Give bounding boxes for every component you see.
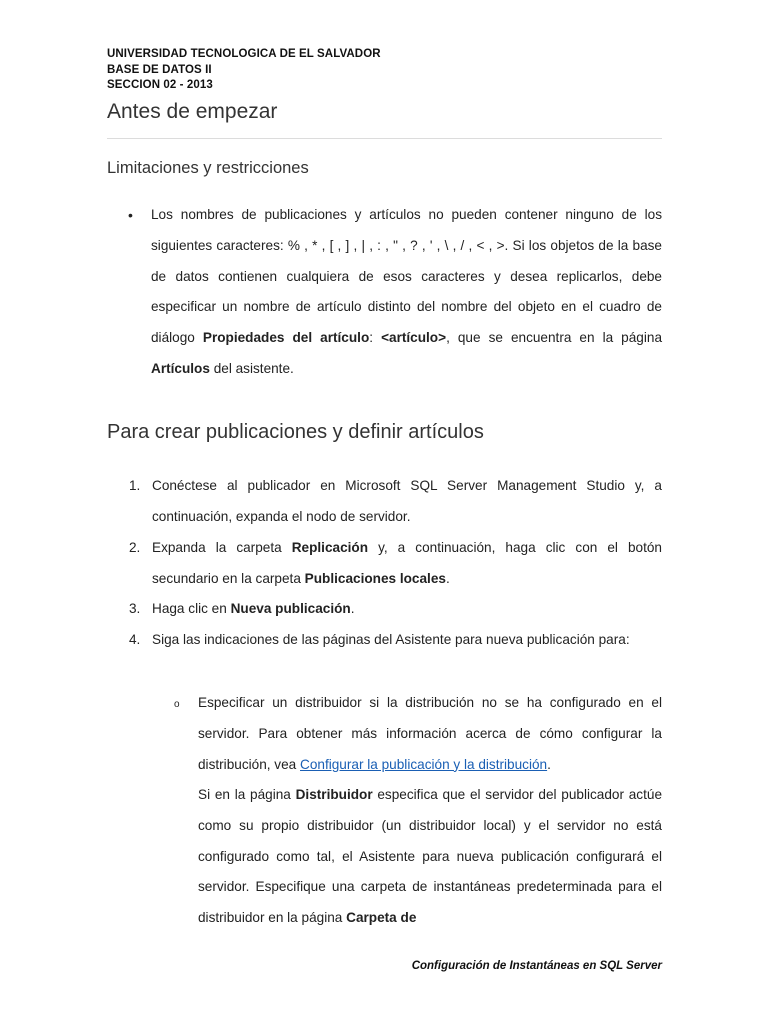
text-run: Si en la página bbox=[198, 787, 296, 802]
title-divider bbox=[107, 138, 662, 139]
text-run: Conéctese al publicador en Microsoft SQL Server Management Studio y, a continuación, expanda el nodo de servidor. bbox=[152, 478, 662, 524]
header-course: BASE DE DATOS II bbox=[107, 63, 212, 76]
step-1-text bbox=[152, 471, 662, 533]
step-number: 4. bbox=[129, 632, 141, 647]
bold-run: Publicaciones locales bbox=[304, 570, 446, 586]
bold-run: Nueva publicación bbox=[230, 601, 351, 616]
header-section: SECCION 02 - 2013 bbox=[107, 79, 213, 91]
page-footer: Configuración de Instantáneas en SQL Server bbox=[411, 960, 662, 972]
header-university: UNIVERSIDAD TECNOLOGICA DE EL SALVADOR bbox=[107, 48, 381, 60]
configure-publication-link[interactable]: Configurar la publicación y la distribución bbox=[300, 756, 548, 772]
text-run: Especificar un distribuidor si la distribución no se ha configurado en el servidor. Para obtener más información acerca de cómo configurar la distribución, vea bbox=[198, 695, 662, 772]
text-run: . bbox=[445, 570, 450, 586]
limitations-paragraph bbox=[151, 200, 662, 385]
sub-item-distributor-note bbox=[198, 780, 662, 934]
page-title: Antes de empezar bbox=[107, 100, 278, 123]
step-2-text bbox=[152, 533, 662, 595]
text-run: : bbox=[369, 330, 382, 346]
text-run: y, a continuación, haga clic con el botón secundario en la carpeta bbox=[152, 540, 662, 586]
sub-bullet-marker: o bbox=[174, 699, 180, 710]
text-run: . bbox=[547, 756, 551, 772]
bold-run: Replicación bbox=[291, 540, 369, 555]
bold-run: Artículos bbox=[151, 360, 210, 376]
text-run: especifica que el servidor del publicador actúe como su propio distribuidor (un distribuidor local) y el servidor no está configurado como tal, el Asistente para nueva publicación configurará el servidor. Especifique una carpeta de instantáneas predeterminada para el distribuidor en la página bbox=[198, 787, 663, 926]
step-number: 1. bbox=[129, 478, 141, 493]
bold-run: Propiedades del artículo bbox=[202, 330, 370, 346]
heading-limitations: Limitaciones y restricciones bbox=[107, 159, 309, 177]
document-header bbox=[107, 47, 381, 94]
sub-item-distributor bbox=[198, 688, 662, 780]
step-number: 3. bbox=[129, 601, 141, 616]
bold-run: Carpeta de bbox=[346, 910, 417, 926]
text-run: , que se encuentra en la página bbox=[446, 330, 663, 346]
bullet-marker: • bbox=[128, 207, 133, 223]
text-run: Los nombres de publicaciones y artículos no pueden contener ninguno de los siguientes caracteres: % , * , [ , ] , | , : , " , ? , ' , \ , / , < , >. Si los objetos de la base de datos contienen cualquiera de esos caracteres y desea replicarlos, debe especificar un nombre de artículo distinto del nombre del objeto en el cuadro de diálogo bbox=[151, 207, 662, 346]
text-run: Siga las indicaciones de las páginas del Asistente para nueva publicación para: bbox=[152, 632, 630, 647]
text-run: Haga clic en bbox=[152, 601, 231, 616]
text-run: . bbox=[350, 601, 355, 616]
step-3-text bbox=[152, 594, 662, 625]
bold-run: Distribuidor bbox=[295, 787, 373, 802]
text-run: Expanda la carpeta bbox=[152, 540, 292, 555]
heading-create-publications: Para crear publicaciones y definir artículos bbox=[107, 421, 484, 443]
text-run: del asistente. bbox=[209, 360, 294, 376]
step-number: 2. bbox=[129, 540, 141, 555]
step-4-text bbox=[152, 625, 662, 656]
bold-run: <artículo> bbox=[381, 330, 447, 346]
